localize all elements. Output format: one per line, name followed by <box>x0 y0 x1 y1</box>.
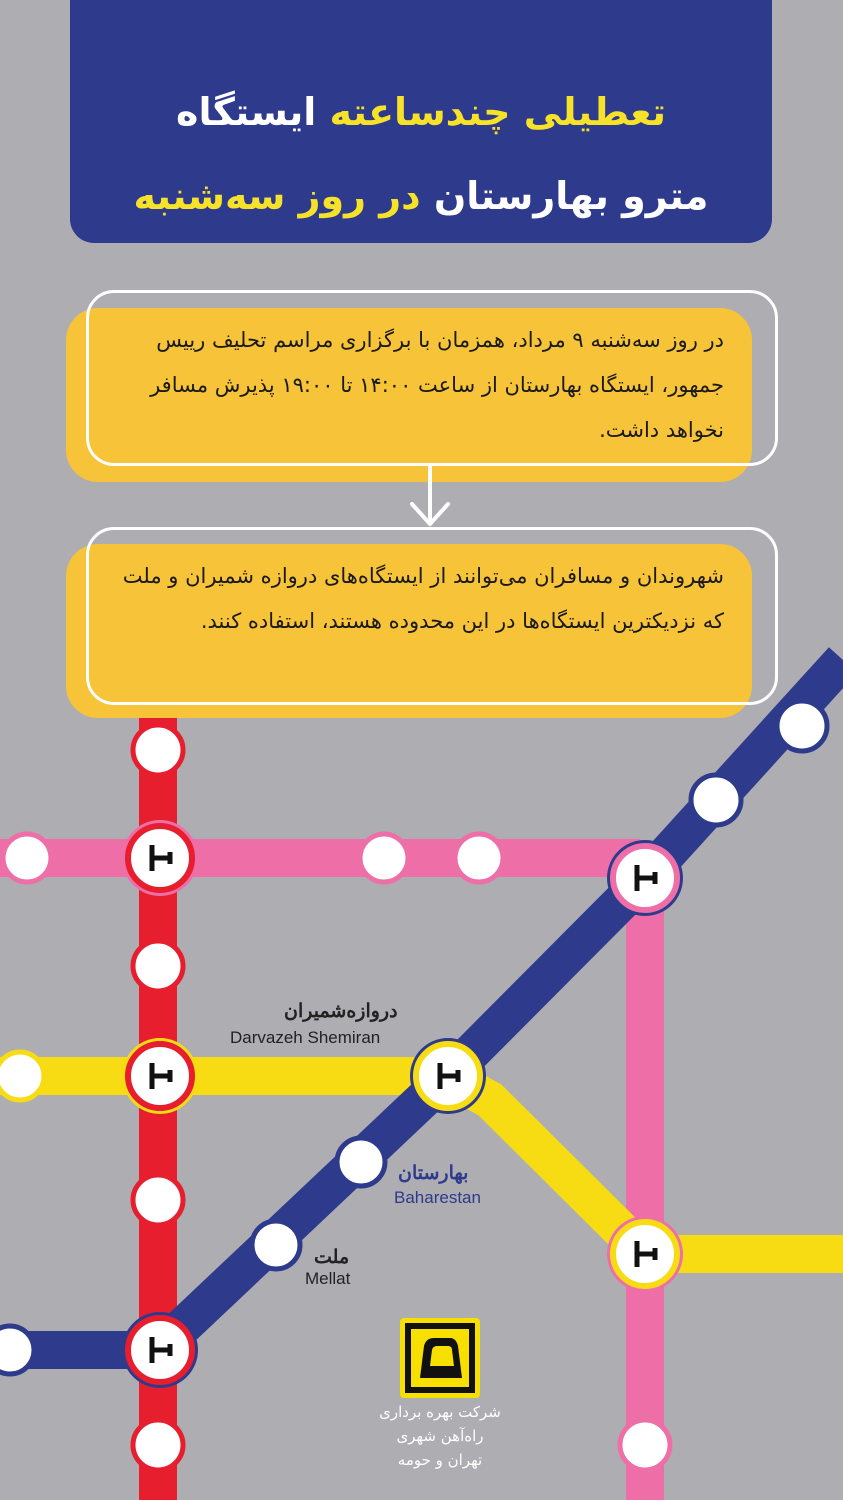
interchange-station-darvazeh-shemiran <box>410 1038 486 1114</box>
company-name <box>340 1400 540 1472</box>
title-highlight: تعطیلی چندساعته <box>329 90 666 134</box>
interchange-station <box>122 1312 198 1388</box>
title-text: ایستگاه <box>176 90 317 134</box>
title-highlight: در روز سه‌شنبه <box>133 174 421 218</box>
interchange-station <box>122 1038 198 1114</box>
station-label-mellat-fa: ملت <box>314 1247 350 1268</box>
header-banner <box>70 0 772 243</box>
tehran-metro-logo-icon <box>400 1318 480 1398</box>
title-line-2 <box>70 154 772 238</box>
notice-closure-text: در روز سه‌شنبه ۹ مرداد، همزمان با برگزاری مراسم تحلیف رییس جمهور، ایستگاه بهارستان از ساعت ۱۴:۰۰ تا ۱۹:۰۰ پذیرش مسافر نخواهد داشت. <box>150 328 724 442</box>
station-label-darvazeh-fa: دروازه‌شمیران <box>284 1001 398 1022</box>
arrow-down-icon <box>400 462 460 532</box>
station-label-baharestan-fa: بهارستان <box>398 1163 469 1184</box>
company-line-2: راه‌آهن شهری <box>396 1427 484 1445</box>
company-line-3: تهران و حومه <box>397 1451 483 1469</box>
title-line-1 <box>70 70 772 154</box>
station-label-mellat-en: Mellat <box>305 1269 351 1288</box>
notice-alternatives-text: شهروندان و مسافران می‌توانند از ایستگاه‌های دروازه شمیران و ملت که نزدیکترین ایستگاه‌ها در این محدوده هستند، استفاده کنند. <box>122 564 724 633</box>
company-line-1: شرکت بهره برداری <box>379 1403 501 1421</box>
interchange-station <box>122 820 198 896</box>
station-label-darvazeh-en: Darvazeh Shemiran <box>230 1028 381 1047</box>
interchange-station <box>607 1216 683 1292</box>
station-label-baharestan-en: Baharestan <box>394 1188 481 1207</box>
title-text: مترو بهارستان <box>433 174 709 218</box>
interchange-station <box>607 840 683 916</box>
